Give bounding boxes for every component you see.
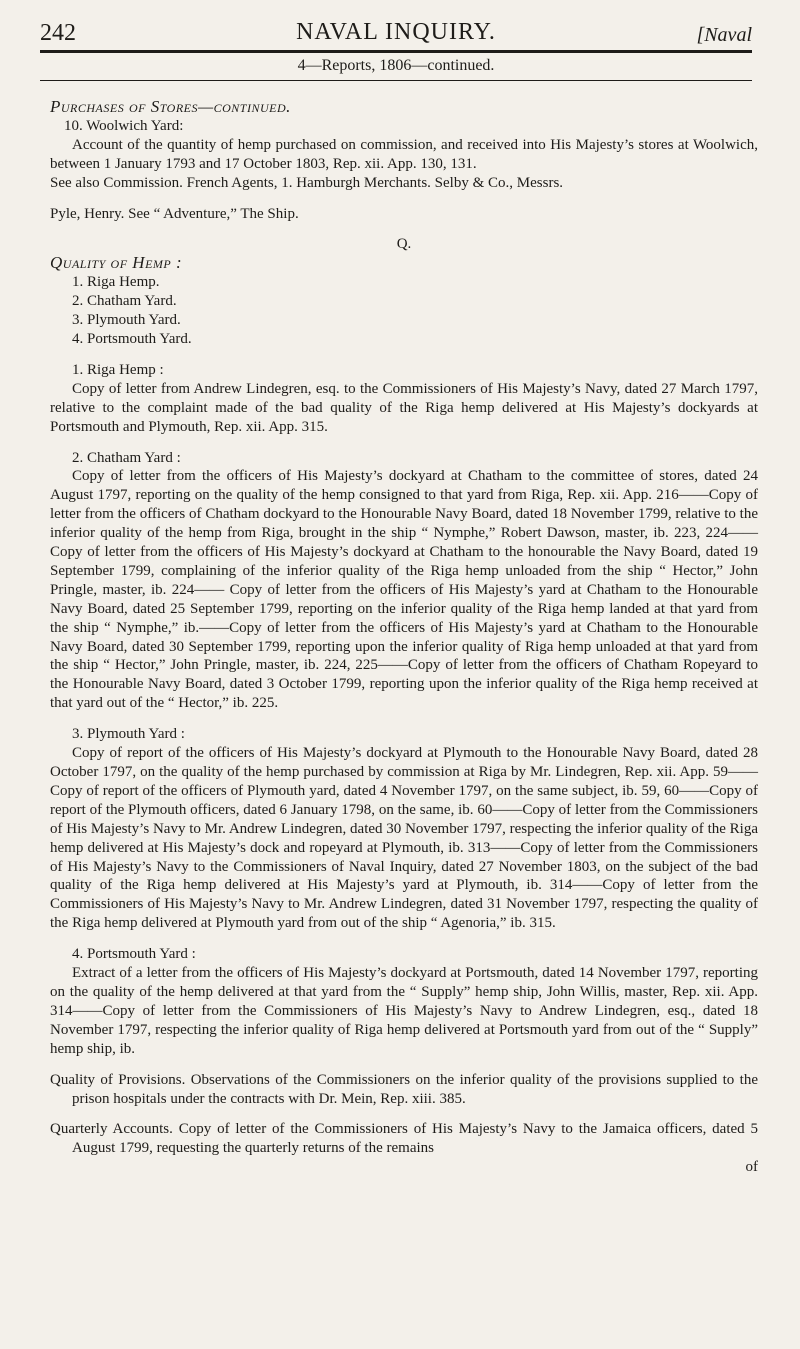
portsmouth-title: 4. Portsmouth Yard :: [72, 946, 196, 963]
riga-text: Copy of letter from Andrew Lindegren, esq. to the Commissioners of His Majesty’s Navy, dated 27 March 1797, relative to the complaint made of the bad quality of the Riga hemp delivered at His Majesty’s dockyards at Portsmouth and Plymouth, Rep. xii. App. 315.: [50, 380, 758, 435]
page-number: 242: [40, 20, 76, 46]
quality-hemp-heading: Quality of Hemp :: [50, 253, 183, 273]
list-item: 3. Plymouth Yard.: [72, 312, 181, 329]
list-item: 2. Chatham Yard.: [72, 293, 177, 310]
riga-title: 1. Riga Hemp :: [72, 361, 164, 378]
pyle-entry: [50, 205, 758, 224]
woolwich-text: Account of the quantity of hemp purchased on commission, and received into His Majesty’s stores at Woolwich, between 1 January 1793 and 17 October 1803, Rep. xii. App. 130, 131.: [50, 136, 758, 172]
page-header: [40, 14, 752, 54]
quality-hemp-list: [50, 273, 758, 349]
woolwich-title: 10. Woolwich Yard:: [64, 117, 184, 134]
section-subheading: 4—Reports, 1806—continued.: [297, 57, 495, 74]
pyle-text: Pyle, Henry. See “ Adventure,” The Ship.: [50, 205, 299, 222]
plymouth-entry: [50, 725, 758, 933]
plymouth-title: 3. Plymouth Yard :: [72, 726, 185, 743]
provisions-text: Quality of Provisions. Observations of the Commissioners on the inferior quality of the provisions supplied to the prison hospitals under the contracts with Dr. Mein, Rep. xiii. 385.: [50, 1071, 758, 1107]
quarterly-entry: [50, 1120, 758, 1177]
catchword: of: [745, 1159, 758, 1176]
running-title: NAVAL INQUIRY.: [296, 19, 496, 45]
purchases-heading: Purchases of Stores—continued.: [50, 97, 291, 116]
list-item: 1. Riga Hemp.: [72, 274, 160, 291]
plymouth-text: Copy of report of the officers of His Majesty’s dockyard at Plymouth to the Honourable Navy Board, dated 28 October 1797, on the quality of the hemp purchased by commission at Riga by Mr. Lindegren, Rep. xii. App. 59——Copy of report of the officers of Plymouth yard, dated 4 November 1797, on the same subject, ib. 59, 60——Copy of report of the Plymouth officers, dated 6 January 1798, on the same, ib. 60——Copy of letter from the Commissioners of His Majesty’s Navy to Mr. Andrew Lindegren, dated 30 November 1797, respecting the inferior quality of the Riga hemp delivered at His Majesty’s dock and ropeyard at Plymouth, ib. 313——Copy of letter from the Commissioners of His Majesty’s Navy to the Commissioners of Naval Inquiry, dated 27 November 1803, on the subject of the bad quality of the Riga hemp delivered at His Majesty’s yard at Plymouth, ib. 314——Copy of letter from the Commissioners of His Majesty’s Navy to Mr. Andrew Lindegren, dated 31 November 1797, respecting the quality of the Riga hemp delivered at Plymouth yard from out of the ship “ Agenoria,” ib. 315.: [50, 745, 758, 932]
portsmouth-entry: [50, 945, 758, 1058]
chatham-text: Copy of letter from the officers of His Majesty’s dockyard at Chatham to the committee of stores, dated 24 August 1797, reporting on the quality of the hemp consigned to that yard from Riga, Rep. xii. App. 216——Copy of letter from the officers of Chatham dockyard to the Honourable Navy Board, dated 18 November 1799, relative to the inferior quality of the hemp from Riga, brought in the ship “ Nymphe,” Robert Dawson, master, ib. 223, 224——Copy of letter from the officers of His Majesty’s dockyard at Chatham to the honourable the Navy Board, dated 19 September 1799, complaining of the inferior quality of the Riga hemp unloaded from the ship “ Hector,” John Pringle, master, ib. 224—— Copy of letter from the officers of His Majesty’s yard at Chatham to the Honourable Navy Board, dated 25 September 1799, reporting on the inferior quality of the Riga hemp landed at that yard from the ship “ Nymphe,” ib.——Copy of letter from the officers of His Majesty’s yard at Chatham to the Honourable Navy Board, dated 30 September 1799, reporting upon the inferior quality of Riga hemp unloaded at that yard from the ship “ Hector,” John Pringle, master, ib. 224, 225——Copy of letter from the officers of Chatham Ropeyard to the Honourable Navy Board, dated 3 October 1799, reporting upon the inferior quality of the Riga hemp received at that yard out of the “ Hector,” ib. 225.: [50, 468, 758, 712]
purchases-section: [50, 98, 758, 193]
provisions-entry: [50, 1071, 758, 1109]
page-body: [50, 98, 758, 1189]
purchases-see-also: See also Commission. French Agents, 1. Hamburgh Merchants. Selby & Co., Messrs.: [50, 174, 564, 191]
header-rule: [40, 50, 752, 53]
section-letter: Q.: [396, 236, 412, 253]
quality-hemp-section: [50, 254, 758, 349]
quarterly-text: Quarterly Accounts. Copy of letter of the Commissioners of His Majesty’s Navy to the Jamaica officers, dated 5 August 1799, requesting the quarterly returns of the remains: [50, 1121, 758, 1157]
running-head-right: [Naval: [696, 24, 752, 46]
list-item: 4. Portsmouth Yard.: [72, 330, 192, 347]
portsmouth-text: Extract of a letter from the officers of His Majesty’s dockyard at Portsmouth, dated 14 November 1797, reporting on the quality of the hemp delivered at that yard from the “ Supply” hemp ship, John Willis, master, Rep. xii. App. 314——Copy of letter from the Commissioners of His Majesty’s Navy to Andrew Lindegren, esq., dated 18 November 1797, respecting the inferior quality of Riga hemp delivered at Portsmouth yard from out of the “ Supply” hemp ship, ib.: [50, 965, 758, 1057]
chatham-title: 2. Chatham Yard :: [72, 449, 181, 466]
chatham-entry: [50, 449, 758, 714]
subheading-rule: [40, 80, 752, 81]
riga-entry: [50, 361, 758, 437]
